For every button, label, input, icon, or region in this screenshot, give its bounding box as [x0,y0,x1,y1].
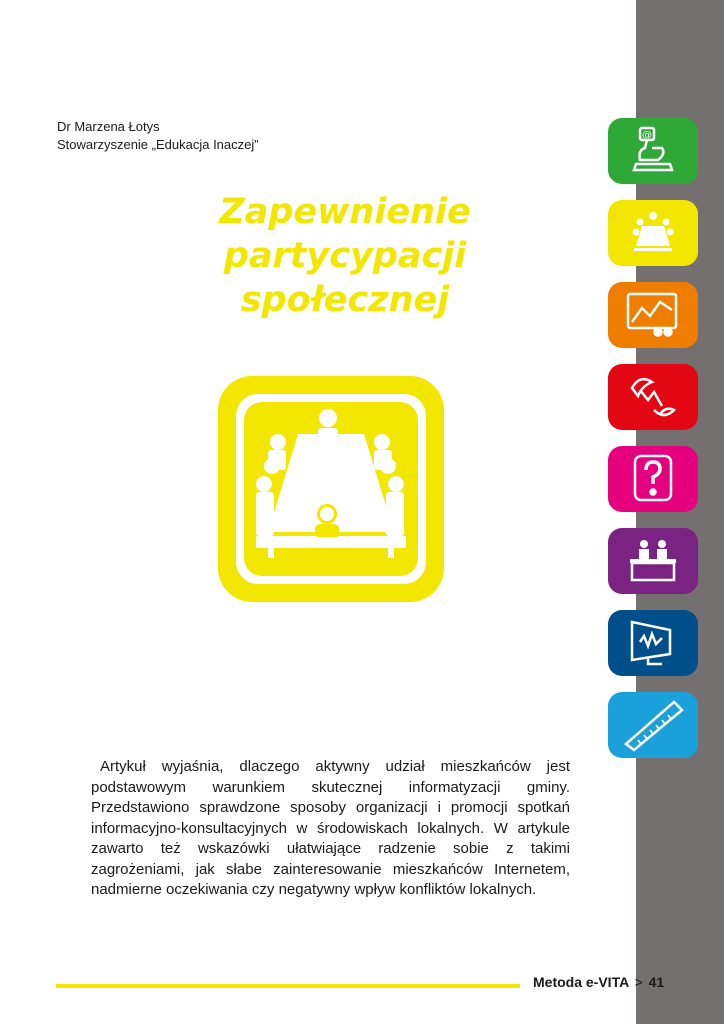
svg-text:@: @ [642,130,652,141]
footer-divider [56,984,520,988]
title-line-1: Zapewnienie [219,192,471,232]
abstract-text: Artykuł wyjaśnia, dlaczego aktywny udział mieszkańców jest podstawowym warunkiem skutecznej informatyzacji gminy. Przedstawiono sprawdzone sposoby organizacji i promocji spotkań informacyjno-konsultacyjnych w środowiskach lokalnych. W artykule zawarto też wskazówki ułatwiające radzenie sobie z takimi zagrożeniami, jak słabe zainteresowanie mieszkańców Internetem, nadmierne oczekiwania czy negatywny wpływ konfliktów lokalnych. [91,758,570,898]
question-mark-icon [618,452,688,506]
tab-satellite-dish [608,364,698,430]
satellite-dish-icon [618,370,688,424]
email-computer-icon [618,124,688,178]
meeting-table-emblem-icon [218,376,444,602]
tab-meeting-table [608,200,698,266]
tab-presentation-chart [608,282,698,348]
tab-monitor [608,610,698,676]
tab-classroom-desk [608,528,698,594]
author-organization: Stowarzyszenie „Edukacja Inaczej” [57,137,259,152]
author-name: Dr Marzena Łotys [57,119,160,134]
article-title [150,190,540,322]
footer-separator: > [634,974,643,990]
tab-question [608,446,698,512]
ruler-icon [618,698,688,752]
title-line-3: społecznej [240,280,450,320]
publication-name: Metoda e-VITA [533,974,629,990]
footer [533,974,664,990]
article-abstract [91,757,570,901]
title-line-2: partycypacji [223,236,467,276]
meeting-table-icon [618,206,688,260]
page-number: 41 [648,974,665,990]
author-block [57,118,259,154]
tab-ruler [608,692,698,758]
monitor-icon [618,616,688,670]
tab-email-computer [608,118,698,184]
presentation-chart-icon [618,288,688,342]
classroom-desk-icon [618,534,688,588]
